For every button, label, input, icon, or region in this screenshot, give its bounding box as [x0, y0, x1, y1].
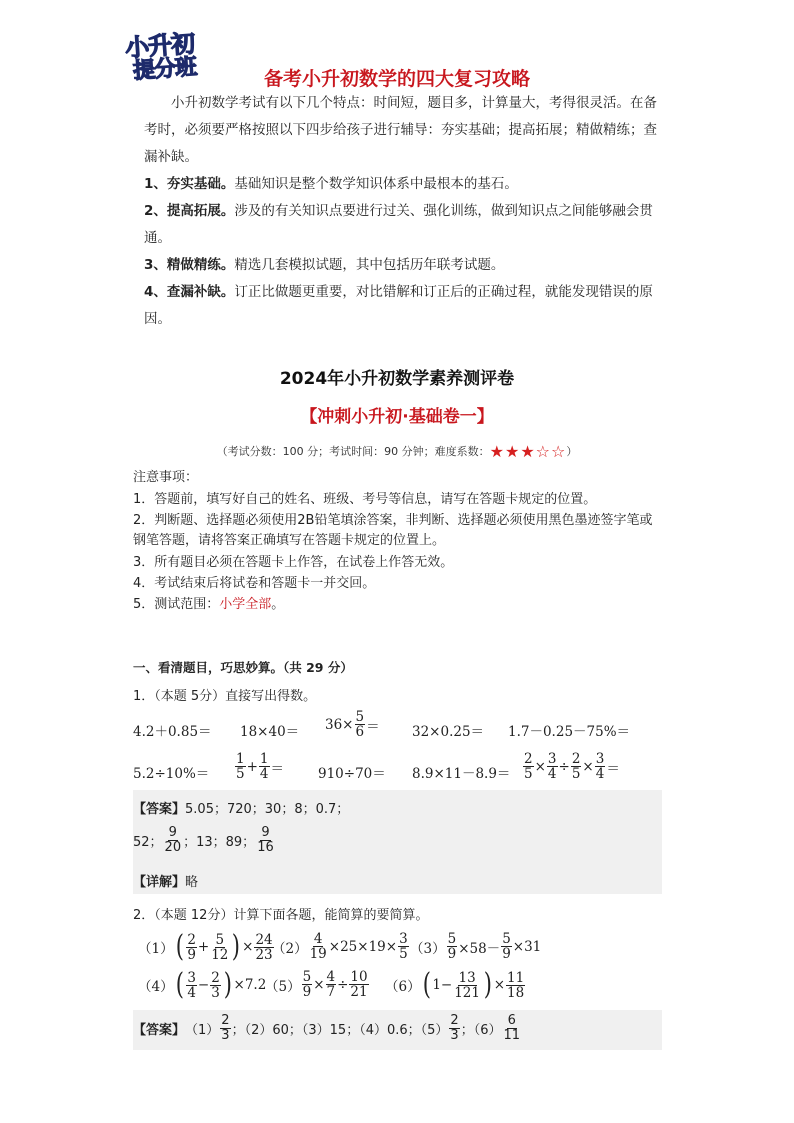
q1-answer-line1 — [133, 798, 349, 817]
q2-p1 — [138, 929, 275, 964]
frac-den: 3 — [221, 1028, 230, 1043]
op: × — [493, 977, 506, 993]
q1-r1-c-post: ＝ — [366, 718, 380, 735]
note-5-suffix: 。 — [271, 597, 285, 612]
answer-text: （1） — [185, 1023, 220, 1038]
frac — [502, 1014, 521, 1043]
frac-den: 16 — [257, 840, 274, 855]
op: × — [313, 976, 325, 993]
note-5-prefix: 5．测试范围： — [133, 597, 220, 612]
frac-num: 11 — [507, 969, 525, 986]
answer-label: 【答案】 — [133, 802, 186, 817]
answer-text: 5.05；720；30；8；0.7； — [185, 802, 350, 817]
op: ×25×19× — [328, 938, 398, 955]
op: ＝ — [606, 760, 620, 777]
frac — [398, 932, 409, 961]
paren-close: ) — [232, 929, 241, 964]
frac-num: 24 — [255, 931, 273, 948]
exam-info-prefix: （考试分数：100 分；考试时间：90 分钟；难度系数： — [216, 445, 490, 458]
frac-num: 2 — [211, 969, 220, 986]
frac-den: 3 — [450, 1028, 459, 1043]
q1-r1-e: 1.7－0.25－75%＝ — [508, 724, 631, 740]
q1-r2-c: 910÷70＝ — [318, 766, 386, 782]
note-2: 2．判断题、选择题必须使用2B铅笔填涂答案，非判断、选择题必须使用黑色墨迹签字笔或钢笔答题，请将答案正确填写在答题卡规定的位置上。 — [133, 513, 653, 548]
frac — [309, 932, 328, 961]
frac — [326, 970, 337, 999]
frac-den: 5 — [524, 766, 533, 782]
frac — [210, 933, 229, 962]
frac — [256, 826, 275, 855]
detail-text: 略 — [185, 875, 199, 890]
frac — [164, 826, 183, 855]
frac-num: 4 — [326, 969, 336, 985]
part-label: （3） — [410, 940, 446, 957]
frac — [186, 971, 197, 1000]
frac-den: 4 — [595, 766, 605, 782]
frac-den: 4 — [187, 984, 196, 1001]
frac-num: 13 — [458, 969, 476, 986]
frac-num: 1 — [236, 751, 245, 767]
intro-paragraph: 小升初数学考试有以下几个特点：时间短，题目多，计算量大，考得很灵活。在备考时，必须要严格按照以下四步给孩子进行辅导：夯实基础；提高拓展；精做精练；查漏补缺。 — [144, 95, 657, 165]
exam-info — [0, 442, 794, 461]
q2-p4 — [138, 967, 267, 1002]
frac-den: 4 — [259, 766, 269, 782]
frac — [547, 752, 558, 781]
op: ×58－ — [458, 940, 501, 957]
frac-num: 5 — [447, 931, 457, 947]
op: ＝ — [270, 760, 284, 777]
frac-num: 3 — [547, 751, 557, 767]
difficulty-stars — [490, 442, 567, 461]
intro-item-3-head: 3、精做精练。 — [144, 257, 235, 273]
note-4: 4．考试结束后将试卷和答题卡一并交回。 — [133, 576, 376, 591]
intro-item-2-text: 涉及的有关知识点要进行过关、强化训练，做到知识点之间能够融会贯通。 — [144, 203, 653, 246]
frac — [186, 933, 197, 962]
intro-item-4-text: 订正比做题更重要，对比错解和订正后的正确过程，就能发现错误的原因。 — [144, 284, 653, 327]
section-1-title: 一、看清题目，巧思妙算。（共 29 分） — [133, 660, 353, 675]
frac — [523, 752, 534, 781]
exam-info-suffix: ） — [566, 445, 578, 458]
q2-p5 — [265, 970, 370, 999]
frac — [453, 971, 481, 1000]
frac-num: 2 — [450, 1013, 459, 1028]
frac — [220, 1014, 230, 1043]
frac-num: 2 — [187, 931, 196, 948]
note-1: 1．答题前，填写好自己的姓名、班级、考号等信息，请写在答题卡规定的位置。 — [133, 492, 597, 507]
paren-open: ( — [422, 967, 431, 1002]
frac — [506, 971, 525, 1000]
logo-line2: 提分班 — [132, 54, 197, 85]
frac — [254, 933, 273, 962]
q2-p3 — [410, 932, 541, 961]
frac-den: 5 — [399, 946, 408, 962]
frac-den: 5 — [571, 766, 581, 782]
op: × — [534, 758, 546, 775]
frac-num: 10 — [350, 969, 368, 985]
intro-item-2-head: 2、提高拓展。 — [144, 203, 235, 219]
frac-num: 6 — [507, 1013, 516, 1028]
frac — [302, 970, 313, 999]
op: + — [197, 939, 210, 955]
frac-den: 9 — [187, 946, 196, 963]
frac-den: 18 — [507, 984, 525, 1001]
frac-num: 5 — [302, 969, 312, 985]
q2-prompt: 2．（本题 12分）计算下面各题，能简算的要简算。 — [133, 908, 429, 923]
intro-item-1-head: 1、夯实基础。 — [144, 176, 235, 192]
answer-label: 【答案】 — [133, 1023, 186, 1038]
q1-r1-c-pre: 36× — [325, 716, 354, 733]
note-3: 3．所有题目必须在答题卡上作答，在试卷上作答无效。 — [133, 555, 454, 570]
part-label: （5） — [265, 978, 301, 995]
op: ×31 — [512, 938, 542, 955]
intro-item-1 — [144, 171, 664, 198]
paren-close: ) — [483, 967, 492, 1002]
logo-line1: 小升初 — [124, 29, 196, 63]
frac-num: 3 — [187, 969, 196, 986]
paren-open: ( — [175, 967, 184, 1002]
frac-num: 1 — [259, 751, 269, 767]
op: − — [440, 977, 453, 993]
op: 1 — [432, 977, 441, 993]
intro-item-3 — [144, 252, 664, 279]
frac-den: 11 — [503, 1028, 521, 1043]
q2-p2 — [272, 932, 410, 961]
op: ÷ — [558, 758, 570, 775]
frac-num: 9 — [168, 825, 177, 840]
frac — [349, 970, 368, 999]
answer-text: 52； — [133, 835, 163, 850]
frac-num: 5 — [355, 709, 365, 725]
op: × — [242, 939, 254, 955]
q1-r2-a: 5.2÷10%＝ — [133, 766, 210, 782]
part-label: （4） — [138, 979, 174, 995]
frac-num: 3 — [595, 751, 605, 767]
intro-item-3-text: 精选几套模拟试题，其中包括历年联考试题。 — [234, 257, 505, 273]
frac-den: 7 — [326, 984, 336, 1000]
paren-open: ( — [175, 929, 184, 964]
frac-den: 9 — [502, 946, 511, 962]
q1-r1-b: 18×40＝ — [240, 724, 300, 740]
q1-prompt: 1．（本题 5分）直接写出得数。 — [133, 689, 317, 704]
frac-den: 4 — [547, 766, 557, 782]
paren-close: ) — [223, 967, 232, 1002]
op: ×7.2 — [233, 977, 267, 993]
frac-den: 6 — [355, 724, 365, 740]
frac-den: 121 — [454, 984, 480, 1001]
frac — [210, 971, 221, 1000]
q1-r2-d: 8.9×11－8.9＝ — [412, 766, 511, 782]
frac — [259, 752, 270, 781]
q1-r1-c-frac — [355, 710, 366, 739]
frac-den: 9 — [302, 984, 312, 1000]
frac-num: 4 — [313, 931, 323, 947]
q1-r2-e — [522, 752, 620, 781]
exam-title: 2024年小升初数学素养测评卷 — [279, 369, 515, 389]
frac-den: 9 — [447, 946, 457, 962]
q1-answer-line2 — [133, 826, 276, 855]
op: − — [197, 977, 210, 993]
q1-r2-b — [234, 752, 284, 781]
intro-item-4-head: 4、查漏补缺。 — [144, 284, 235, 300]
answer-text: ；（2）60；（3）15；（4）0.6；（5） — [231, 1023, 449, 1038]
q1-r1-d: 32×0.25＝ — [412, 724, 485, 740]
exam-subtitle: 【冲刺小升初·基础卷一】 — [300, 407, 494, 427]
frac-num: 2 — [524, 751, 533, 767]
op: + — [246, 758, 258, 775]
op: × — [582, 758, 594, 775]
frac — [595, 752, 606, 781]
frac — [571, 752, 582, 781]
detail-label: 【详解】 — [133, 875, 186, 890]
frac-num: 2 — [221, 1013, 230, 1028]
frac — [449, 1014, 459, 1043]
frac-den: 3 — [211, 984, 220, 1001]
q2-answer — [133, 1014, 522, 1043]
star-empty-icon: ☆☆ — [535, 442, 567, 461]
intro-item-2 — [144, 198, 664, 252]
part-label: （6） — [385, 979, 421, 995]
frac-num: 9 — [261, 825, 270, 840]
intro-item-1-text: 基础知识是整个数学知识体系中最根本的基石。 — [234, 176, 518, 192]
part-label: （2） — [272, 940, 308, 957]
q1-r1-c — [325, 710, 380, 739]
star-filled-icon: ★★★ — [489, 442, 536, 461]
notes-heading: 注意事项： — [133, 470, 199, 485]
answer-text: ；（6） — [460, 1023, 502, 1038]
answer-text: ；13；89； — [183, 835, 256, 850]
frac — [235, 752, 246, 781]
q2-p6 — [385, 967, 526, 1002]
frac-num: 2 — [571, 751, 581, 767]
frac-den: 23 — [255, 946, 273, 963]
q1-detail — [133, 871, 198, 890]
note-5 — [133, 595, 663, 615]
frac — [501, 932, 512, 961]
frac-den: 20 — [164, 840, 182, 855]
op: ÷ — [337, 976, 349, 993]
frac-num: 5 — [215, 931, 225, 948]
frac-den: 5 — [236, 766, 245, 782]
frac — [447, 932, 458, 961]
frac-den: 12 — [211, 946, 229, 963]
frac-den: 19 — [309, 946, 327, 962]
frac-den: 21 — [350, 984, 368, 1000]
q1-r1-a: 4.2＋0.85＝ — [133, 724, 212, 740]
frac-num: 3 — [399, 931, 408, 947]
note-5-value: 小学全部 — [219, 597, 272, 612]
part-label: （1） — [138, 941, 174, 957]
frac-num: 5 — [502, 931, 511, 947]
intro-title: 备考小升初数学的四大复习攻略 — [263, 68, 530, 90]
intro-item-4 — [144, 279, 664, 333]
